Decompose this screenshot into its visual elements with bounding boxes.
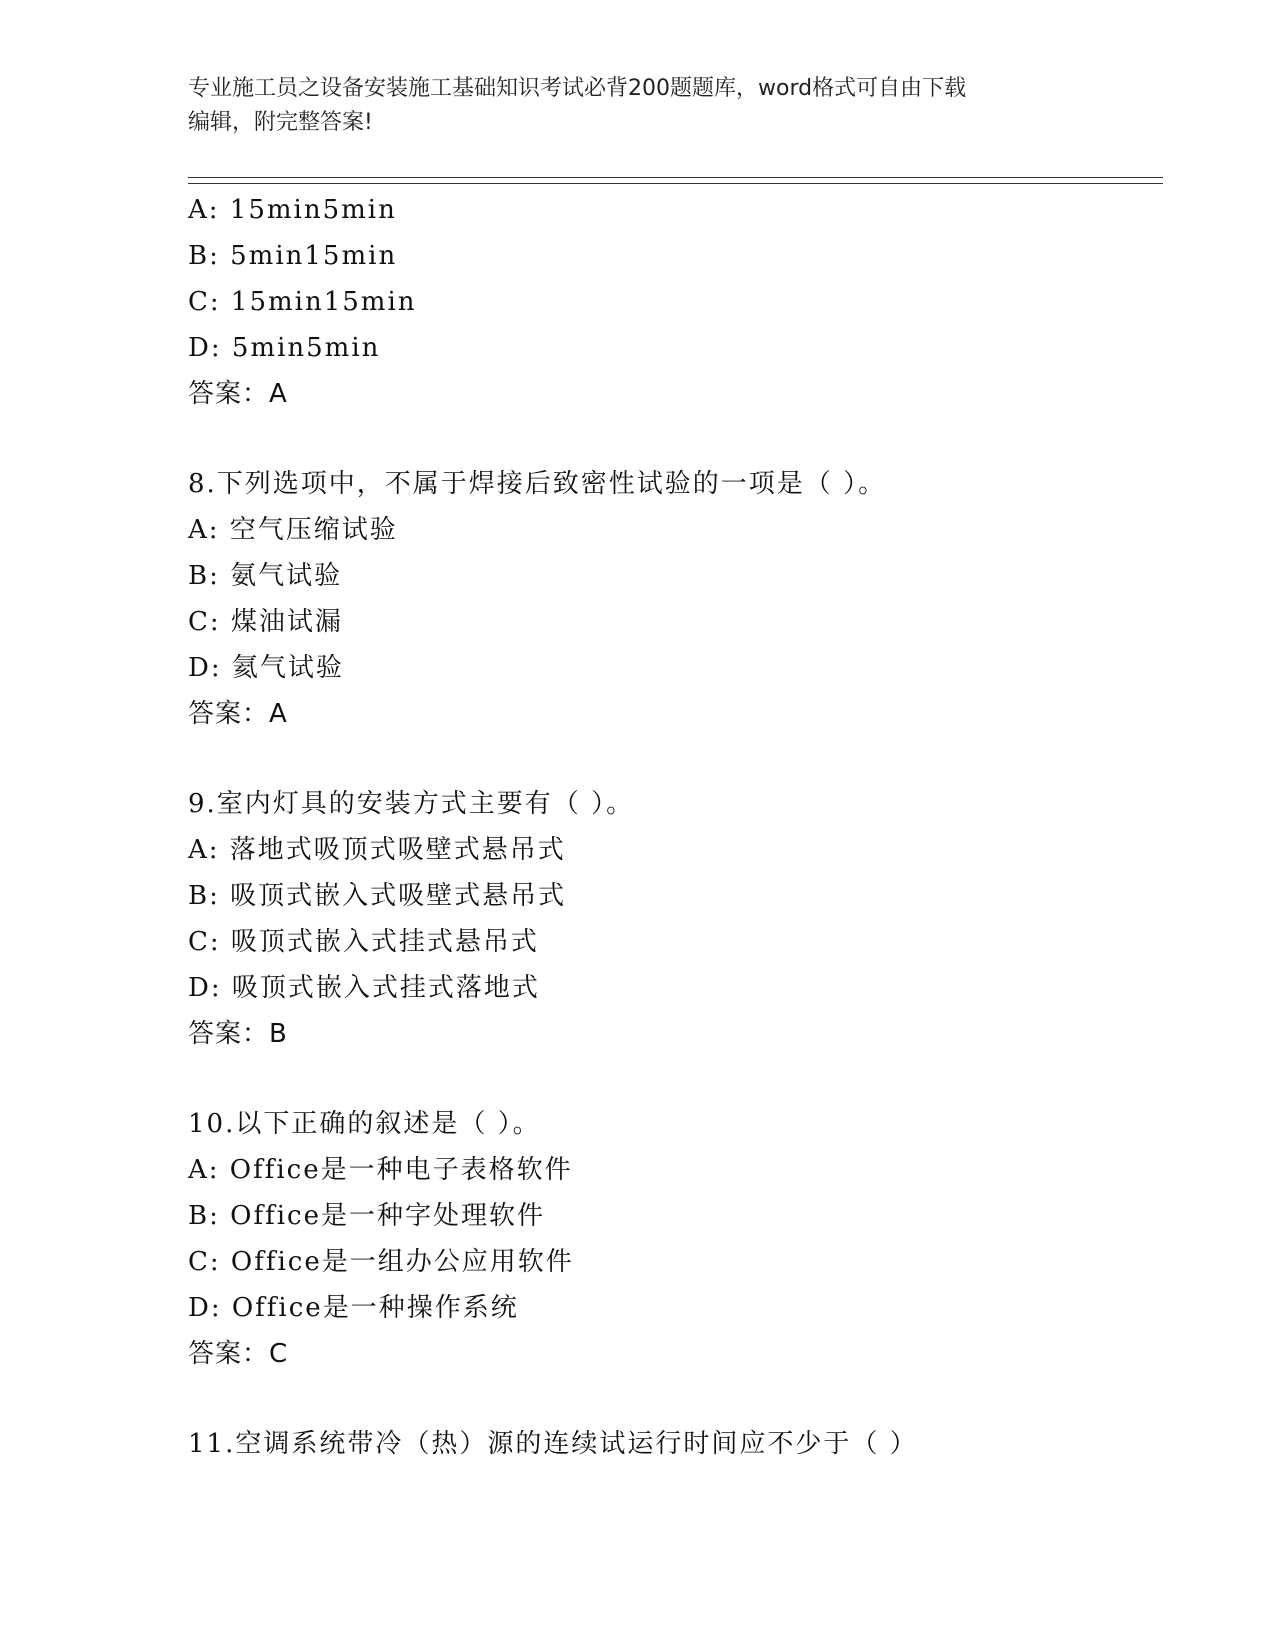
option-d: D: 吸顶式嵌入式挂式落地式	[188, 973, 540, 1003]
header-title-line-2: 编辑，附完整答案!	[188, 110, 373, 135]
document-header	[188, 72, 1088, 140]
question-7-block	[188, 187, 1163, 417]
question-8-block	[188, 461, 1163, 737]
option-a: A: 落地式吸顶式吸壁式悬吊式	[188, 835, 566, 865]
option-a: A: 15min5min	[188, 195, 397, 225]
option-a: A: Office是一种电子表格软件	[188, 1155, 573, 1185]
answer-line: 答案：C	[188, 1339, 289, 1369]
option-c: C: 15min15min	[188, 287, 417, 317]
option-a: A: 空气压缩试验	[188, 515, 398, 545]
option-c: C: Office是一组办公应用软件	[188, 1247, 574, 1277]
answer-line: 答案：B	[188, 1019, 288, 1049]
header-title-line-1: 专业施工员之设备安装施工基础知识考试必背200题题库，word格式可自由下载	[188, 76, 967, 101]
answer-line: 答案：A	[188, 379, 288, 409]
question-9-block	[188, 781, 1163, 1057]
question-11-block	[188, 1421, 1163, 1467]
option-c: C: 吸顶式嵌入式挂式悬吊式	[188, 927, 539, 957]
option-b: B: 5min15min	[188, 241, 398, 271]
question-10-block	[188, 1101, 1163, 1377]
answer-line: 答案：A	[188, 699, 288, 729]
question-text: 8.下列选项中，不属于焊接后致密性试验的一项是（ ）。	[188, 469, 887, 499]
question-text: 10.以下正确的叙述是（ ）。	[188, 1109, 541, 1139]
option-d: D: 5min5min	[188, 333, 381, 363]
question-text: 9.室内灯具的安装方式主要有（ ）。	[188, 789, 635, 819]
header-double-rule	[188, 177, 1163, 184]
question-list	[188, 187, 1163, 1467]
option-d: D: 氦气试验	[188, 653, 344, 683]
option-b: B: 氨气试验	[188, 561, 343, 591]
option-d: D: Office是一种操作系统	[188, 1293, 519, 1323]
option-b: B: Office是一种字处理软件	[188, 1201, 545, 1231]
option-b: B: 吸顶式嵌入式吸壁式悬吊式	[188, 881, 567, 911]
option-c: C: 煤油试漏	[188, 607, 343, 637]
question-text: 11.空调系统带冷（热）源的连续试运行时间应不少于（ ）	[188, 1429, 918, 1459]
